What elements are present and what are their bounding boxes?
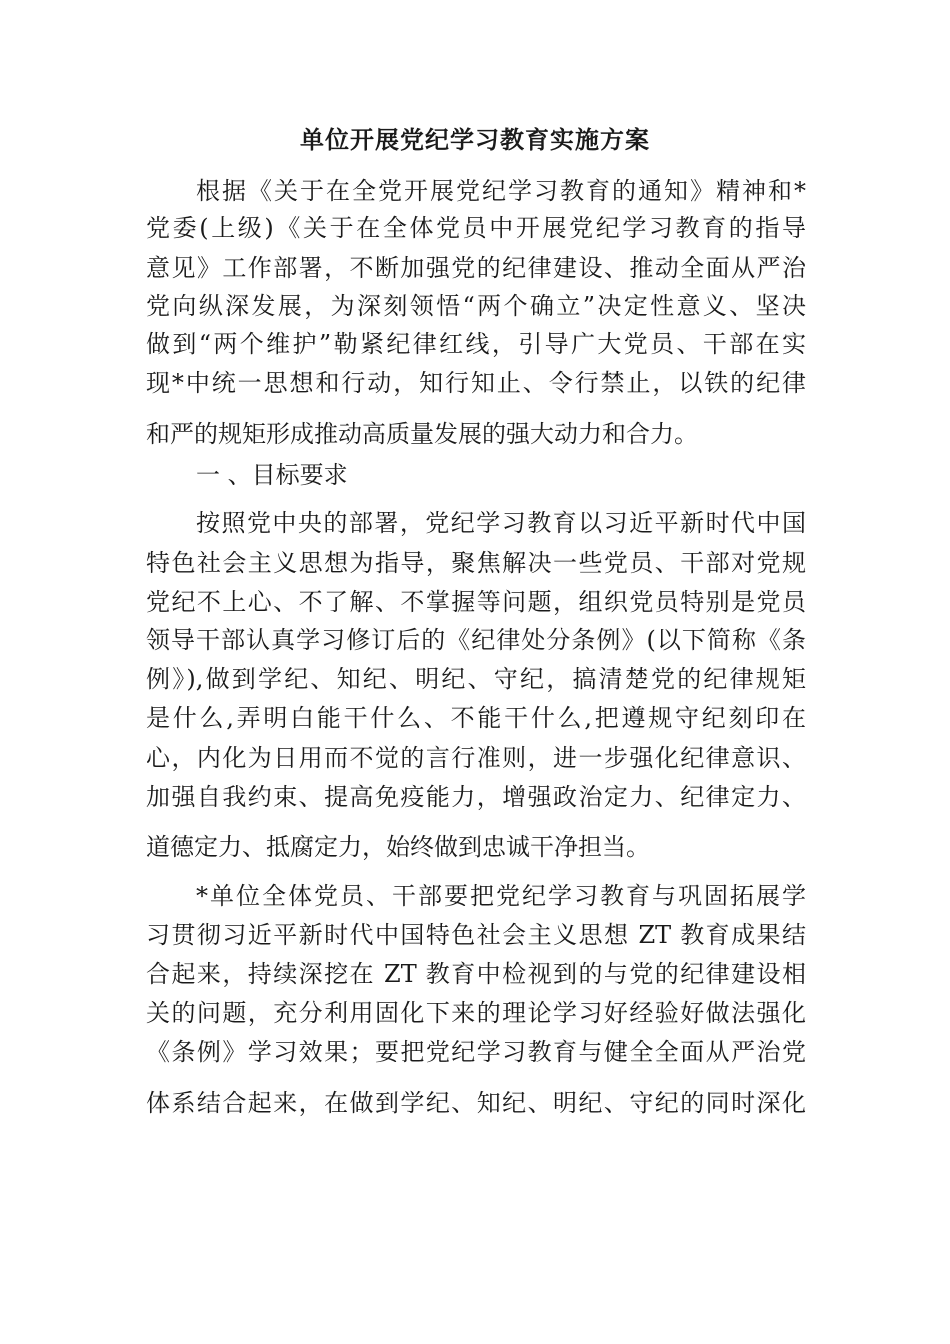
paragraph-2-line-6: 是什么,弄明白能干什么、不能干什么,把遵规守纪刻印在 bbox=[146, 704, 806, 732]
paragraph-1-line-1: 根据《关于在全党开展党纪学习教育的通知》精神和* bbox=[196, 177, 806, 205]
paragraph-3-line-5: 《条例》学习效果；要把党纪学习教育与健全全面从严治党 bbox=[146, 1038, 806, 1066]
paragraph-2-line-5: 例》),做到学纪、知纪、明纪、守纪，搞清楚党的纪律规矩 bbox=[146, 665, 806, 693]
paragraph-1-line-3: 意见》工作部署，不断加强党的纪律建设、推动全面从严治 bbox=[146, 254, 806, 282]
paragraph-3-line-4: 关的问题，充分利用固化下来的理论学习好经验好做法强化 bbox=[146, 999, 806, 1027]
paragraph-2-line-2: 特色社会主义思想为指导，聚焦解决一些党员、干部对党规 bbox=[146, 549, 806, 577]
paragraph-2-line-9: 道德定力、抵腐定力，始终做到忠诚干净担当。 bbox=[146, 833, 650, 861]
paragraph-1-line-6: 现*中统一思想和行动，知行知止、令行禁止，以铁的纪律 bbox=[146, 369, 806, 397]
paragraph-3-line-1: *单位全体党员、干部要把党纪学习教育与巩固拓展学 bbox=[196, 882, 806, 910]
document-title: 单位开展党纪学习教育实施方案 bbox=[300, 125, 650, 154]
paragraph-2-line-4: 领导干部认真学习修订后的《纪律处分条例》(以下简称《条 bbox=[146, 626, 806, 654]
section-heading-goals: 一 、目标要求 bbox=[196, 461, 348, 489]
paragraph-2-line-7: 心，内化为日用而不觉的言行准则，进一步强化纪律意识、 bbox=[146, 744, 806, 772]
paragraph-2-line-8: 加强自我约束、提高免疫能力，增强政治定力、纪律定力、 bbox=[146, 783, 806, 811]
paragraph-1-line-5: 做到“两个维护”勒紧纪律红线，引导广大党员、干部在实 bbox=[146, 330, 806, 358]
paragraph-2-line-1: 按照党中央的部署，党纪学习教育以习近平新时代中国 bbox=[196, 509, 806, 537]
paragraph-1-line-7: 和严的规矩形成推动高质量发展的强大动力和合力。 bbox=[146, 420, 698, 448]
paragraph-3-line-3: 合起来，持续深挖在 ZT 教育中检视到的与党的纪律建设相 bbox=[146, 960, 806, 988]
paragraph-3-line-6: 体系结合起来，在做到学纪、知纪、明纪、守纪的同时深化 bbox=[146, 1089, 806, 1117]
paragraph-1-line-2: 党委(上级)《关于在全体党员中开展党纪学习教育的指导 bbox=[146, 214, 806, 242]
paragraph-3-line-2: 习贯彻习近平新时代中国特色社会主义思想 ZT 教育成果结 bbox=[146, 921, 806, 949]
paragraph-2-line-3: 党纪不上心、不了解、不掌握等问题，组织党员特别是党员 bbox=[146, 588, 806, 616]
paragraph-1-line-4: 党向纵深发展，为深刻领悟“两个确立”决定性意义、坚决 bbox=[146, 292, 806, 320]
